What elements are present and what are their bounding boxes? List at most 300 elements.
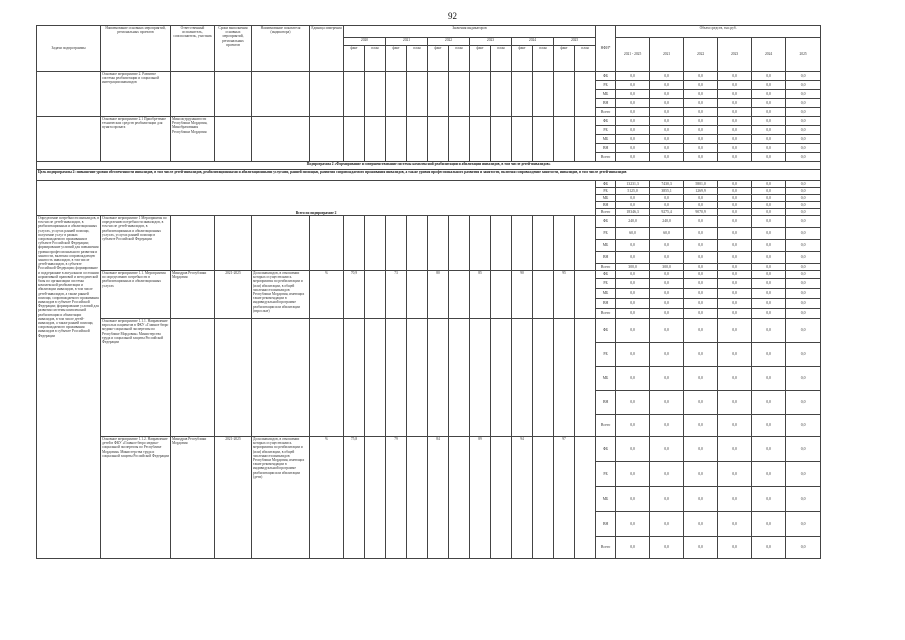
plan-cell bbox=[575, 319, 596, 437]
fact-cell bbox=[344, 216, 365, 271]
fact-cell bbox=[512, 216, 533, 271]
amount-cell: 0,0 bbox=[684, 81, 718, 90]
amount-cell: 0,0 bbox=[684, 391, 718, 415]
fact-cell bbox=[428, 319, 449, 437]
amount-cell: 0,0 bbox=[718, 391, 752, 415]
responsible-cell: Минсоцтрудзанятости Республики Мордовия, Минобразования Республики Мордовия bbox=[171, 117, 215, 162]
amount-cell: 0,0 bbox=[650, 240, 684, 252]
header-year: 2023 bbox=[470, 38, 512, 46]
amount-cell: 0,0 bbox=[616, 437, 650, 462]
total-amount-cell: 0,0 bbox=[752, 202, 786, 209]
source-cell: ФБ bbox=[596, 72, 616, 81]
total-amount-cell: 0,0 bbox=[718, 209, 752, 216]
amount-cell: 0,0 bbox=[650, 537, 684, 559]
amount-cell: 0,0 bbox=[786, 537, 821, 559]
amount-cell: 0,0 bbox=[684, 72, 718, 81]
amount-cell: 0,0 bbox=[718, 90, 752, 99]
total-amount-cell: 0,0 bbox=[718, 181, 752, 188]
amount-cell: 0,0 bbox=[650, 319, 684, 343]
amount-cell: 0,0 bbox=[718, 99, 752, 108]
plan-cell bbox=[449, 319, 470, 437]
amount-cell: 0,0 bbox=[752, 240, 786, 252]
measure-cell: Основное мероприятие 2. Развитие системы реабилитации и социальной интеграции инвалидов bbox=[101, 72, 171, 117]
total-amount-cell: 9070,9 bbox=[684, 209, 718, 216]
amount-cell: 0,0 bbox=[684, 309, 718, 319]
total-amount-cell: 0,0 bbox=[650, 202, 684, 209]
amount-cell: 0,0 bbox=[786, 299, 821, 309]
amount-cell: 0,0 bbox=[786, 271, 821, 279]
fact-cell: 89 bbox=[470, 437, 491, 559]
plan-cell bbox=[533, 271, 554, 319]
total-amount-cell: 0,0 bbox=[786, 202, 821, 209]
amount-cell: 0,0 bbox=[752, 415, 786, 437]
plan-cell bbox=[365, 117, 386, 162]
unit-cell bbox=[310, 72, 344, 117]
fact-cell bbox=[512, 319, 533, 437]
amount-cell: 0,0 bbox=[718, 309, 752, 319]
amount-cell: 0,0 bbox=[616, 117, 650, 126]
amount-cell: 0,0 bbox=[718, 343, 752, 367]
amount-cell: 0,0 bbox=[616, 299, 650, 309]
amount-cell: 0,0 bbox=[684, 462, 718, 487]
indicator-cell bbox=[252, 216, 310, 271]
amount-cell: 0,0 bbox=[718, 437, 752, 462]
amount-cell: 0,0 bbox=[650, 99, 684, 108]
header-plan: план bbox=[575, 46, 596, 72]
amount-cell: 0,0 bbox=[718, 228, 752, 240]
amount-cell: 0,0 bbox=[752, 343, 786, 367]
amount-cell: 0,0 bbox=[684, 252, 718, 264]
total-amount-cell: 18346,3 bbox=[616, 209, 650, 216]
source-cell: ФБ bbox=[596, 117, 616, 126]
subprogram-title: Подпрограмма 2 «Формирование и совершенствование системы комплексной реабилитации и абилитации инвалидов, в том числе детей-инвалидов» bbox=[37, 162, 821, 170]
amount-cell: 0,0 bbox=[786, 81, 821, 90]
header-year: 2024 bbox=[512, 38, 554, 46]
amount-cell: 240,0 bbox=[650, 216, 684, 228]
table-row bbox=[37, 437, 821, 462]
measure-cell: Основное мероприятие 1 Мероприятия по определению потребности инвалидов, в том числе детей-инвалидов, в реабилитационных и абилитационных услугах, услугах ранней помощи в субъекте Российской Федерации bbox=[101, 216, 171, 271]
total-amount-cell: 0,0 bbox=[752, 188, 786, 195]
plan-cell bbox=[533, 437, 554, 559]
header-period: Сроки выполнения основных мероприятий, региональных проектов bbox=[215, 26, 252, 72]
unit-cell bbox=[310, 216, 344, 271]
total-amount-cell: 0,0 bbox=[786, 188, 821, 195]
responsible-cell bbox=[171, 216, 215, 271]
goal-text: Цель подпрограммы 2: повышение уровня обеспеченности инвалидов, в том числе детей-инвалидов, реабилитационными и абилитационными услугами, ранней помощью, развития сопровождаемого проживания инвалидов, а также уровня профессионального развития и занятости, включая сопровождение занятости, инвалидов, в том числе детей-инвалидов bbox=[37, 170, 821, 181]
amount-cell: 0,0 bbox=[786, 252, 821, 264]
amount-cell: 0,0 bbox=[616, 512, 650, 537]
amount-cell: 0,0 bbox=[684, 135, 718, 144]
amount-cell: 0,0 bbox=[684, 537, 718, 559]
plan-cell bbox=[575, 437, 596, 559]
amount-cell: 0,0 bbox=[718, 512, 752, 537]
amount-cell: 0,0 bbox=[718, 367, 752, 391]
amount-cell: 0,0 bbox=[752, 99, 786, 108]
fact-cell: 79 bbox=[386, 437, 407, 559]
source-cell: Всего bbox=[596, 108, 616, 117]
amount-cell: 0,0 bbox=[616, 81, 650, 90]
plan-cell bbox=[449, 216, 470, 271]
amount-cell: 0,0 bbox=[786, 309, 821, 319]
amount-cell: 0,0 bbox=[616, 279, 650, 289]
plan-cell bbox=[407, 437, 428, 559]
amount-cell: 0,0 bbox=[786, 90, 821, 99]
fact-cell bbox=[344, 117, 365, 162]
total-amount-cell: 0,0 bbox=[786, 181, 821, 188]
amount-cell: 0,0 bbox=[786, 144, 821, 153]
amount-cell: 0,0 bbox=[718, 144, 752, 153]
amount-cell: 0,0 bbox=[718, 271, 752, 279]
amount-cell: 0,0 bbox=[718, 279, 752, 289]
table-row bbox=[37, 271, 821, 279]
total-amount-cell: 0,0 bbox=[786, 209, 821, 216]
amount-cell: 0,0 bbox=[650, 126, 684, 135]
total-amount-cell: 0,0 bbox=[786, 195, 821, 202]
amount-cell: 0,0 bbox=[650, 279, 684, 289]
fact-cell bbox=[470, 216, 491, 271]
amount-cell: 0,0 bbox=[684, 216, 718, 228]
amount-cell: 0,0 bbox=[650, 252, 684, 264]
amount-cell: 0,0 bbox=[752, 228, 786, 240]
source-cell: МБ bbox=[596, 487, 616, 512]
header-unit: Единица измерения bbox=[310, 26, 344, 72]
total-amount-cell: 0,0 bbox=[616, 195, 650, 202]
fact-cell: 85 bbox=[470, 271, 491, 319]
amount-cell: 0,0 bbox=[650, 367, 684, 391]
amount-cell: 0,0 bbox=[752, 299, 786, 309]
source-cell: ФБ bbox=[596, 437, 616, 462]
amount-cell: 0,0 bbox=[786, 72, 821, 81]
amount-cell: 0,0 bbox=[650, 108, 684, 117]
total-amount-cell: 0,0 bbox=[718, 188, 752, 195]
source-cell: МБ bbox=[596, 135, 616, 144]
amount-cell: 0,0 bbox=[718, 108, 752, 117]
unit-cell bbox=[310, 117, 344, 162]
amount-cell: 0,0 bbox=[684, 228, 718, 240]
amount-cell: 0,0 bbox=[752, 153, 786, 162]
period-cell: 2021-2025 bbox=[215, 437, 252, 559]
amount-cell: 0,0 bbox=[616, 343, 650, 367]
header-year: 2020 bbox=[344, 38, 386, 46]
fact-cell bbox=[554, 216, 575, 271]
plan-cell bbox=[365, 72, 386, 117]
amount-cell: 0,0 bbox=[718, 487, 752, 512]
amount-cell: 0,0 bbox=[786, 153, 821, 162]
amount-cell: 0,0 bbox=[786, 228, 821, 240]
header-fund-year: 2023 bbox=[718, 38, 752, 72]
total-amount-cell: 0,0 bbox=[650, 195, 684, 202]
source-cell: Всего bbox=[596, 415, 616, 437]
source-cell: РБ bbox=[596, 81, 616, 90]
fact-cell: 84 bbox=[428, 437, 449, 559]
table-row bbox=[37, 216, 821, 228]
fact-cell bbox=[386, 319, 407, 437]
plan-cell bbox=[491, 216, 512, 271]
source-cell: ВН bbox=[596, 391, 616, 415]
plan-cell bbox=[533, 216, 554, 271]
amount-cell: 0,0 bbox=[684, 343, 718, 367]
amount-cell: 0,0 bbox=[718, 135, 752, 144]
plan-cell bbox=[533, 319, 554, 437]
amount-cell: 0,0 bbox=[684, 264, 718, 271]
amount-cell: 0,0 bbox=[786, 279, 821, 289]
total-amount-cell: 7430,3 bbox=[650, 181, 684, 188]
plan-cell bbox=[491, 72, 512, 117]
amount-cell: 0,0 bbox=[684, 319, 718, 343]
period-cell bbox=[215, 216, 252, 271]
fact-cell bbox=[428, 72, 449, 117]
header-indicator-name: Наименование показателя (индикатора) bbox=[252, 26, 310, 72]
fact-cell bbox=[344, 319, 365, 437]
plan-cell bbox=[365, 271, 386, 319]
amount-cell: 0,0 bbox=[616, 126, 650, 135]
responsible-cell: Минздрав Республики Мордовия bbox=[171, 271, 215, 319]
amount-cell: 0,0 bbox=[650, 487, 684, 512]
amount-cell: 0,0 bbox=[786, 99, 821, 108]
source-cell: МБ bbox=[596, 90, 616, 99]
amount-cell: 0,0 bbox=[786, 343, 821, 367]
header-plan: план bbox=[365, 46, 386, 72]
period-cell bbox=[215, 117, 252, 162]
plan-cell bbox=[575, 271, 596, 319]
amount-cell: 0,0 bbox=[752, 252, 786, 264]
table-row bbox=[37, 162, 821, 170]
total-amount-cell: 5125,0 bbox=[616, 188, 650, 195]
plan-cell bbox=[407, 271, 428, 319]
amount-cell: 0,0 bbox=[786, 512, 821, 537]
source-cell: ФБ bbox=[596, 216, 616, 228]
amount-cell: 0,0 bbox=[684, 487, 718, 512]
source-cell: РБ bbox=[596, 188, 616, 195]
source-cell: Всего bbox=[596, 209, 616, 216]
amount-cell: 0,0 bbox=[752, 90, 786, 99]
fact-cell bbox=[386, 117, 407, 162]
amount-cell: 0,0 bbox=[684, 415, 718, 437]
amount-cell: 0,0 bbox=[650, 271, 684, 279]
fact-cell: 80 bbox=[428, 271, 449, 319]
responsible-cell: Минздрав Республики Мордовия bbox=[171, 437, 215, 559]
amount-cell: 0,0 bbox=[616, 289, 650, 299]
header-nfi: НФИ* bbox=[596, 26, 616, 72]
source-cell: Всего bbox=[596, 309, 616, 319]
plan-cell bbox=[491, 319, 512, 437]
amount-cell: 0,0 bbox=[752, 309, 786, 319]
source-cell: МБ bbox=[596, 289, 616, 299]
fact-cell: 95 bbox=[554, 271, 575, 319]
amount-cell: 0,0 bbox=[786, 487, 821, 512]
amount-cell: 0,0 bbox=[718, 289, 752, 299]
table-row bbox=[37, 26, 821, 38]
amount-cell: 0,0 bbox=[684, 299, 718, 309]
amount-cell: 0,0 bbox=[616, 391, 650, 415]
amount-cell: 0,0 bbox=[616, 72, 650, 81]
source-cell: ФБ bbox=[596, 181, 616, 188]
source-cell: МБ bbox=[596, 367, 616, 391]
amount-cell: 0,0 bbox=[650, 309, 684, 319]
amount-cell: 0,0 bbox=[752, 126, 786, 135]
fact-cell: 97 bbox=[554, 437, 575, 559]
amount-cell: 0,0 bbox=[786, 367, 821, 391]
amount-cell: 0,0 bbox=[718, 240, 752, 252]
plan-cell bbox=[407, 72, 428, 117]
amount-cell: 0,0 bbox=[684, 271, 718, 279]
amount-cell: 0,0 bbox=[616, 462, 650, 487]
plan-cell bbox=[407, 117, 428, 162]
indicator-cell bbox=[252, 319, 310, 437]
amount-cell: 0,0 bbox=[786, 289, 821, 299]
amount-cell: 0,0 bbox=[616, 487, 650, 512]
total-amount-cell: 3855,1 bbox=[650, 188, 684, 195]
amount-cell: 0,0 bbox=[650, 462, 684, 487]
total-amount-cell: 9275,4 bbox=[650, 209, 684, 216]
amount-cell: 0,0 bbox=[718, 216, 752, 228]
header-task: Задачи подпрограммы bbox=[37, 26, 101, 72]
amount-cell: 240,0 bbox=[616, 216, 650, 228]
source-cell: ВН bbox=[596, 202, 616, 209]
fact-cell bbox=[470, 117, 491, 162]
amount-cell: 300,0 bbox=[650, 264, 684, 271]
amount-cell: 0,0 bbox=[650, 90, 684, 99]
amount-cell: 0,0 bbox=[718, 126, 752, 135]
amount-cell: 0,0 bbox=[616, 367, 650, 391]
plan-cell bbox=[449, 117, 470, 162]
amount-cell: 60,0 bbox=[650, 228, 684, 240]
period-cell: 2021-2025 bbox=[215, 271, 252, 319]
fact-cell bbox=[428, 117, 449, 162]
header-measures: Наименование основных мероприятий, региональных проектов bbox=[101, 26, 171, 72]
table-row bbox=[37, 319, 821, 343]
fact-cell bbox=[386, 216, 407, 271]
amount-cell: 0,0 bbox=[650, 391, 684, 415]
responsible-cell bbox=[171, 72, 215, 117]
period-cell bbox=[215, 319, 252, 437]
amount-cell: 0,0 bbox=[684, 240, 718, 252]
total-amount-cell: 0,0 bbox=[616, 202, 650, 209]
amount-cell: 0,0 bbox=[684, 512, 718, 537]
amount-cell: 0,0 bbox=[616, 252, 650, 264]
amount-cell: 0,0 bbox=[616, 240, 650, 252]
fact-cell: 70,9 bbox=[344, 271, 365, 319]
amount-cell: 0,0 bbox=[752, 108, 786, 117]
table-row bbox=[37, 117, 821, 126]
fact-cell: 90 bbox=[512, 271, 533, 319]
amount-cell: 0,0 bbox=[752, 216, 786, 228]
plan-cell bbox=[365, 216, 386, 271]
source-cell: ВН bbox=[596, 144, 616, 153]
header-fund-year: 2022 bbox=[684, 38, 718, 72]
amount-cell: 60,0 bbox=[616, 228, 650, 240]
amount-cell: 0,0 bbox=[650, 343, 684, 367]
amount-cell: 0,0 bbox=[752, 289, 786, 299]
total-amount-cell: 0,0 bbox=[752, 209, 786, 216]
amount-cell: 0,0 bbox=[752, 462, 786, 487]
source-cell: РБ bbox=[596, 228, 616, 240]
source-cell: ВН bbox=[596, 512, 616, 537]
header-plan: план bbox=[449, 46, 470, 72]
amount-cell: 0,0 bbox=[786, 108, 821, 117]
amount-cell: 0,0 bbox=[616, 108, 650, 117]
amount-cell: 0,0 bbox=[650, 415, 684, 437]
amount-cell: 0,0 bbox=[718, 72, 752, 81]
header-fact: факт bbox=[554, 46, 575, 72]
amount-cell: 0,0 bbox=[684, 289, 718, 299]
header-year: 2022 bbox=[428, 38, 470, 46]
fact-cell bbox=[470, 319, 491, 437]
source-cell: ВН bbox=[596, 299, 616, 309]
responsible-cell bbox=[171, 319, 215, 437]
amount-cell: 0,0 bbox=[718, 117, 752, 126]
header-responsible: Ответственный исполнитель, соисполнитель, участник bbox=[171, 26, 215, 72]
amount-cell: 0,0 bbox=[718, 462, 752, 487]
amount-cell: 0,0 bbox=[752, 319, 786, 343]
amount-cell: 0,0 bbox=[752, 537, 786, 559]
amount-cell: 0,0 bbox=[650, 117, 684, 126]
plan-cell bbox=[491, 437, 512, 559]
header-year: 2025 bbox=[554, 38, 596, 46]
table-row bbox=[37, 72, 821, 81]
amount-cell: 0,0 bbox=[786, 264, 821, 271]
source-cell: РБ bbox=[596, 279, 616, 289]
fact-cell bbox=[554, 117, 575, 162]
unit-cell bbox=[310, 319, 344, 437]
source-cell: МБ bbox=[596, 195, 616, 202]
amount-cell: 0,0 bbox=[616, 537, 650, 559]
header-fund-year: 2025 bbox=[786, 38, 821, 72]
plan-cell bbox=[365, 319, 386, 437]
source-cell: Всего bbox=[596, 153, 616, 162]
amount-cell: 0,0 bbox=[650, 81, 684, 90]
header-fund-year: 2021 bbox=[650, 38, 684, 72]
amount-cell: 0,0 bbox=[684, 90, 718, 99]
task-cell bbox=[37, 72, 101, 117]
source-cell: РБ bbox=[596, 462, 616, 487]
amount-cell: 0,0 bbox=[650, 144, 684, 153]
total-amount-cell: 1269,9 bbox=[684, 188, 718, 195]
task-cell bbox=[37, 117, 101, 162]
period-cell bbox=[215, 72, 252, 117]
amount-cell: 0,0 bbox=[786, 462, 821, 487]
amount-cell: 0,0 bbox=[616, 144, 650, 153]
task-text: Определение потребности инвалидов, в том числе детей-инвалидов, в реабилитационных и абилитационных услугах, услугах ранней помощи, получение услуг в рамках сопровождаемого проживания в субъекте Российской Федерации; формирование условий для повышения уровня профессионального развития и занятости, включая сопровождаемую занятость инвалидов, в том числе детей-инвалидов, в субъекте Российской Федерации; формирование и поддержание в актуальном состоянии нормативной правовой и методической базы по организации системы комплексной реабилитации и абилитации инвалидов, в том числе детей-инвалидов, а также ранней помощи, сопровождаемого проживания инвалидов в субъекте Российской Федерации; формирование условий для развития системы комплексной реабилитации и абилитации инвалидов, в том числе детей-инвалидов, а также ранней помощи, сопровождаемого проживания инвалидов в субъекте Российской Федерации bbox=[37, 216, 101, 559]
amount-cell: 0,0 bbox=[616, 271, 650, 279]
header-indicator-values: Значения индикаторов bbox=[344, 26, 596, 38]
fact-cell bbox=[512, 117, 533, 162]
amount-cell: 0,0 bbox=[650, 299, 684, 309]
amount-cell: 0,0 bbox=[752, 264, 786, 271]
amount-cell: 0,0 bbox=[684, 437, 718, 462]
source-cell: РБ bbox=[596, 343, 616, 367]
indicator-cell: Доля инвалидов, в отношении которых осуществлялись мероприятия по реабилитации и (или) абилитации, в общей численности инвалидов Республики Мордовия, имеющих такие рекомендации в индивидуальной программе реабилитации или абилитации (дети) bbox=[252, 437, 310, 559]
amount-cell: 0,0 bbox=[616, 135, 650, 144]
fact-cell bbox=[470, 72, 491, 117]
amount-cell: 0,0 bbox=[752, 271, 786, 279]
total-amount-cell: 5801,0 bbox=[684, 181, 718, 188]
amount-cell: 0,0 bbox=[718, 264, 752, 271]
amount-cell: 0,0 bbox=[616, 309, 650, 319]
fact-cell bbox=[554, 72, 575, 117]
unit-cell: % bbox=[310, 271, 344, 319]
fact-cell bbox=[428, 216, 449, 271]
amount-cell: 0,0 bbox=[650, 72, 684, 81]
header-plan: план bbox=[407, 46, 428, 72]
plan-cell bbox=[449, 72, 470, 117]
header-fund-year: 2024 bbox=[752, 38, 786, 72]
amount-cell: 0,0 bbox=[650, 437, 684, 462]
source-cell: ВН bbox=[596, 99, 616, 108]
indicator-cell bbox=[252, 117, 310, 162]
amount-cell: 0,0 bbox=[684, 108, 718, 117]
total-amount-cell: 0,0 bbox=[718, 195, 752, 202]
